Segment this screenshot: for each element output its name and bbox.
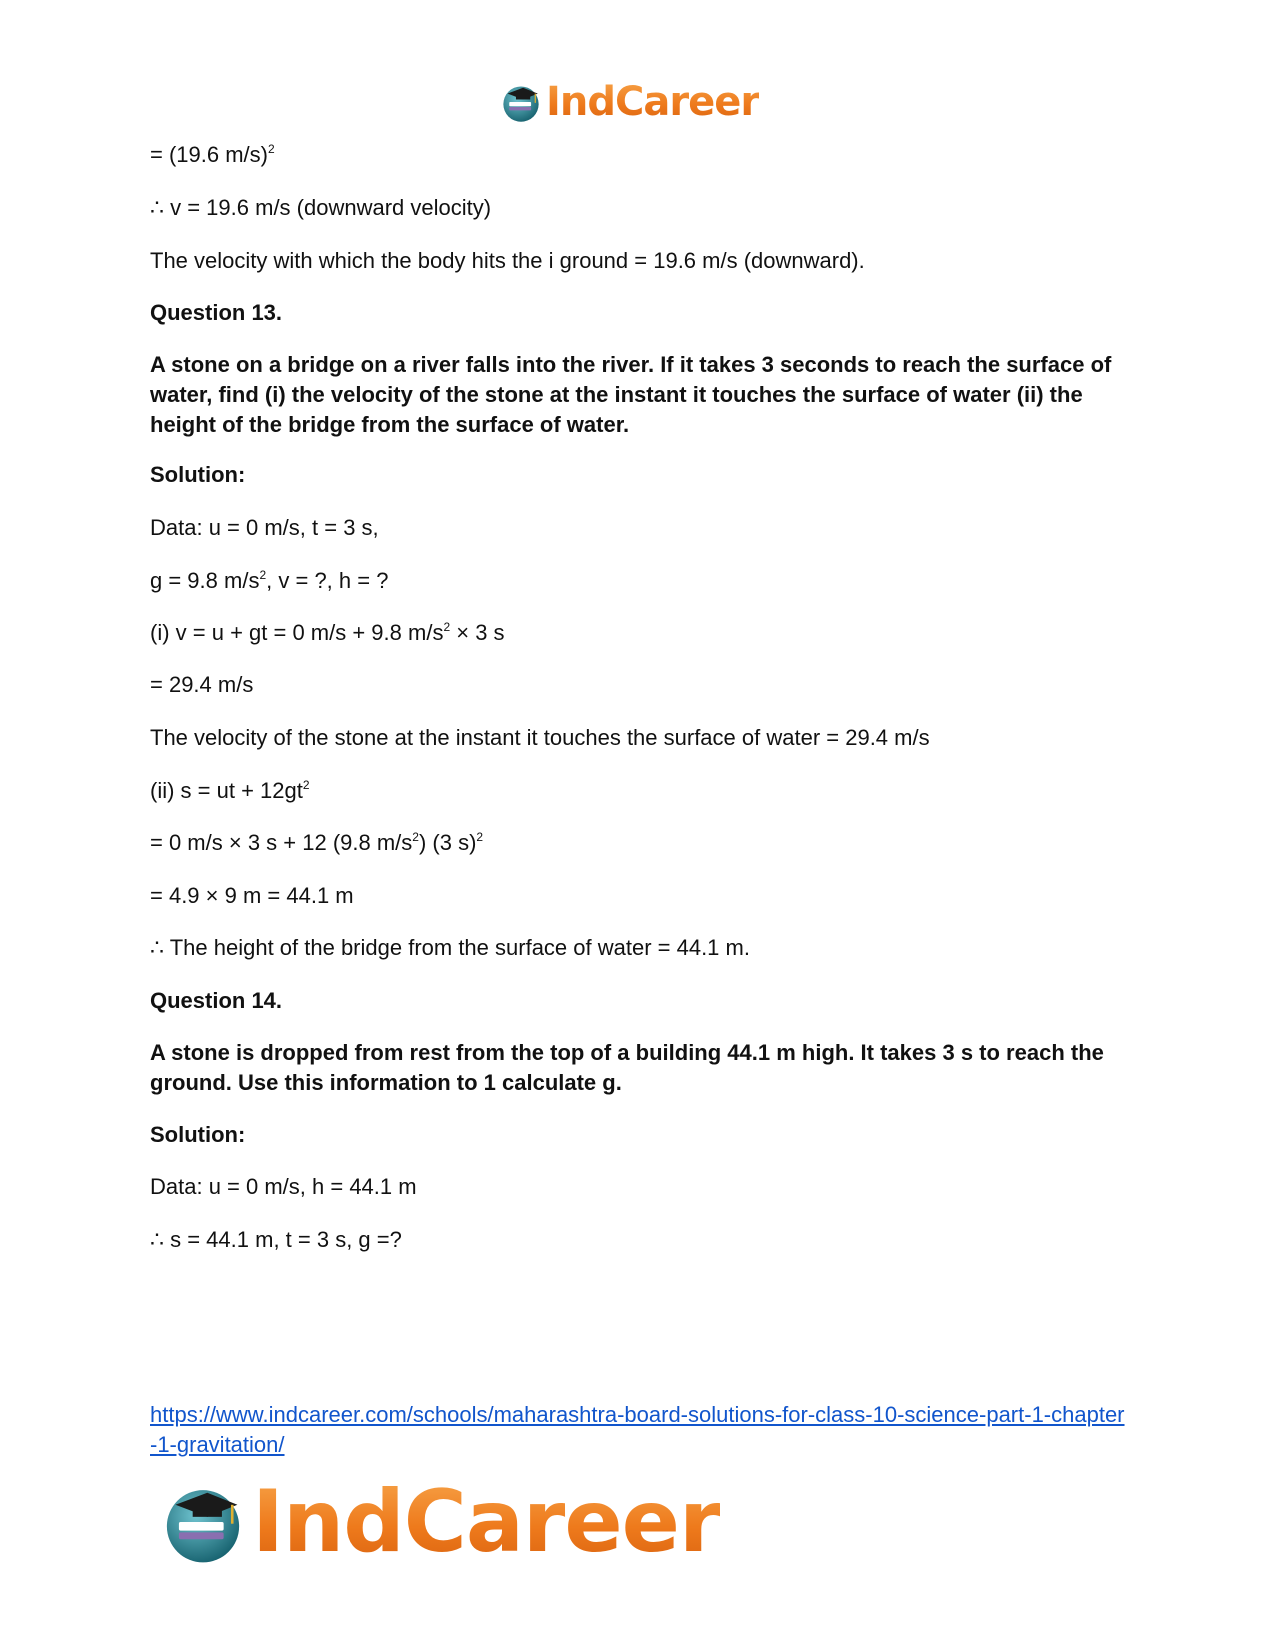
solution-line: (i) v = u + gt = 0 m/s + 9.8 $m/s^2 \times 3$ s — [150, 620, 505, 645]
text-line: The velocity with which the body hits the i ground = 19.6 m/s (downward). — [150, 248, 865, 273]
logo-wordmark: IndCareer — [546, 79, 760, 125]
solution-line: Data: u = 0 m/s, t = 3 s, — [150, 515, 379, 540]
solution-line: ∴ s = 44.1 m, t = 3 s, g =? — [150, 1227, 402, 1252]
question-13-heading: Question 13. — [150, 300, 283, 325]
solution-heading: Solution: — [150, 462, 246, 487]
header-logo — [500, 78, 759, 126]
equation-line: = (19.6 m/s)$^2$ — [150, 142, 275, 167]
solution-line: = 0 m/s × 3 s + 12 (9.8 $m/s^2$) (3 s)$^2$ — [150, 830, 484, 855]
footer-logo — [160, 1472, 720, 1572]
solution-line: g = 9.8 $m/s^2$, v = ?, h = ? — [150, 568, 389, 593]
equation-line: ∴ v = 19.6 m/s (downward velocity) — [150, 195, 492, 220]
solution-line: = 29.4 m/s — [150, 672, 254, 697]
question-14-heading: Question 14. — [150, 988, 283, 1013]
solution-line: Data: u = 0 m/s, h = 44.1 m — [150, 1174, 417, 1199]
question-14-text: A stone is dropped from rest from the top of a building 44.1 m high. It takes 3 s to reach the ground. Use this information to 1 calculate g. — [150, 1040, 1104, 1095]
solution-line: The velocity of the stone at the instant it touches the surface of water = 29.4 m/s — [150, 725, 930, 750]
solution-line: ∴ The height of the bridge from the surface of water = 44.1 m. — [150, 935, 750, 960]
solution-line: (ii) s = ut + $12gt^2$ — [150, 778, 310, 803]
solution-heading: Solution: — [150, 1122, 246, 1147]
solution-line: = 4.9 × 9 m = 44.1 m — [150, 883, 354, 908]
graduation-globe-icon — [500, 81, 542, 123]
question-13-text: A stone on a bridge on a river falls into the river. If it takes 3 seconds to reach the surface of water, find (i) the velocity of the stone at the instant it touches the surface of water (ii) the height of the bridge from the surface of water. — [150, 352, 1112, 437]
source-url-link[interactable]: https://www.indcareer.com/schools/maharashtra-board-solutions-for-class-10-science-part-1-chapter-1-gravitation/ — [150, 1402, 1125, 1457]
graduation-globe-icon — [160, 1479, 246, 1565]
logo-wordmark: IndCareer — [252, 1472, 721, 1572]
